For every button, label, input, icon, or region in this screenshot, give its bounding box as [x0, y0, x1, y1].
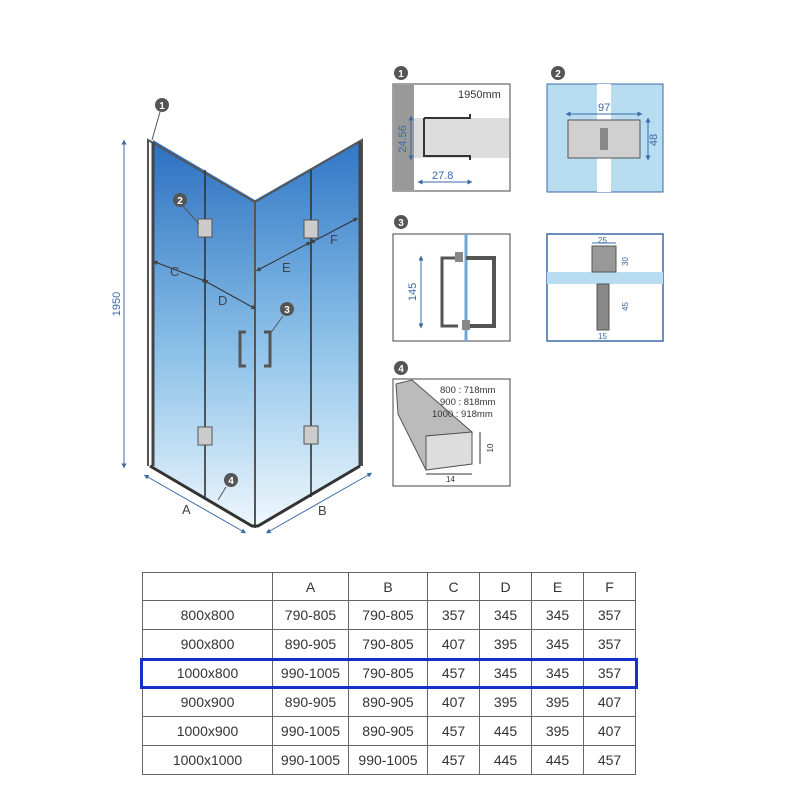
detail3-h: 145 — [407, 282, 419, 302]
table-row — [143, 659, 636, 688]
value-cell: 990-1005 — [273, 717, 349, 746]
value-cell: 345 — [532, 601, 584, 630]
value-cell: 790-805 — [349, 630, 428, 659]
detail-3 — [393, 215, 510, 341]
value-cell: 457 — [584, 746, 636, 775]
value-cell: 445 — [480, 717, 532, 746]
detail4-w: 14 — [446, 475, 455, 484]
header-cell: E — [532, 573, 584, 601]
detail1-h: 27.8 — [432, 170, 454, 182]
value-cell: 445 — [480, 746, 532, 775]
value-cell: 407 — [428, 630, 480, 659]
svg-text:1: 1 — [159, 101, 165, 112]
value-cell: 407 — [584, 688, 636, 717]
detail1-height: 1950mm — [458, 89, 501, 101]
table-header-row — [143, 573, 636, 601]
svg-text:2: 2 — [555, 69, 561, 80]
detail4-line2: 900 : 818mm — [440, 397, 496, 408]
header-cell: A — [273, 573, 349, 601]
value-cell: 890-905 — [273, 688, 349, 717]
value-cell: 345 — [532, 630, 584, 659]
detail4-line3: 1000 : 918mm — [432, 409, 493, 420]
value-cell: 445 — [532, 746, 584, 775]
value-cell: 790-805 — [349, 659, 428, 688]
detail4-h: 10 — [486, 443, 495, 453]
height-dim-label: 1950 — [111, 291, 123, 317]
dim-C-label: C — [170, 264, 180, 279]
detail3b-h2: 45 — [621, 302, 630, 311]
header-cell — [143, 573, 273, 601]
detail3b-b: 15 — [598, 332, 607, 341]
svg-text:3: 3 — [398, 218, 404, 229]
value-cell: 345 — [532, 659, 584, 688]
dim-D-label: D — [218, 293, 228, 308]
value-cell: 345 — [480, 601, 532, 630]
value-cell: 395 — [532, 688, 584, 717]
value-cell: 395 — [480, 630, 532, 659]
svg-text:1: 1 — [398, 69, 404, 80]
value-cell: 890-905 — [349, 717, 428, 746]
header-cell: F — [584, 573, 636, 601]
size-cell: 800x800 — [143, 601, 273, 630]
svg-text:2: 2 — [177, 196, 183, 207]
size-cell: 1000x800 — [143, 659, 273, 688]
value-cell: 357 — [428, 601, 480, 630]
value-cell: 345 — [480, 659, 532, 688]
detail-2 — [547, 66, 663, 192]
value-cell: 457 — [428, 746, 480, 775]
callout-1-main — [152, 98, 169, 140]
size-cell: 900x900 — [143, 688, 273, 717]
value-cell: 407 — [428, 688, 480, 717]
table-row — [143, 688, 636, 717]
value-cell: 890-905 — [273, 630, 349, 659]
detail4-line1: 800 : 718mm — [440, 385, 496, 396]
value-cell: 790-805 — [349, 601, 428, 630]
value-cell: 357 — [584, 601, 636, 630]
dim-E-label: E — [282, 260, 291, 275]
height-dimension — [111, 142, 124, 466]
value-cell: 890-905 — [349, 688, 428, 717]
size-cell: 1000x1000 — [143, 746, 273, 775]
detail2-w: 97 — [598, 102, 611, 114]
header-cell: B — [349, 573, 428, 601]
header-cell: C — [428, 573, 480, 601]
svg-text:3: 3 — [284, 305, 290, 316]
detail-1 — [393, 66, 510, 191]
dim-B-label: B — [318, 503, 327, 518]
value-cell: 357 — [584, 630, 636, 659]
table-row — [143, 717, 636, 746]
header-cell: D — [480, 573, 532, 601]
table-row — [143, 630, 636, 659]
value-cell: 395 — [532, 717, 584, 746]
value-cell: 457 — [428, 717, 480, 746]
dim-F-label: F — [330, 232, 338, 247]
detail-3b — [547, 234, 663, 341]
table-row — [143, 746, 636, 775]
table-row — [143, 601, 636, 630]
value-cell: 990-1005 — [349, 746, 428, 775]
detail-4 — [393, 361, 510, 486]
value-cell: 357 — [584, 659, 636, 688]
svg-text:4: 4 — [228, 476, 234, 487]
value-cell: 407 — [584, 717, 636, 746]
svg-text:4: 4 — [398, 364, 404, 375]
value-cell: 990-1005 — [273, 746, 349, 775]
size-cell: 900x800 — [143, 630, 273, 659]
value-cell: 790-805 — [273, 601, 349, 630]
detail2-h: 48 — [648, 133, 660, 147]
dim-A-label: A — [182, 502, 191, 517]
detail3b-w: 25 — [598, 236, 607, 245]
value-cell: 457 — [428, 659, 480, 688]
detail3b-h1: 30 — [621, 257, 630, 266]
detail1-v: 24.56 — [397, 125, 409, 153]
size-table — [142, 572, 636, 775]
value-cell: 395 — [480, 688, 532, 717]
value-cell: 990-1005 — [273, 659, 349, 688]
size-cell: 1000x900 — [143, 717, 273, 746]
